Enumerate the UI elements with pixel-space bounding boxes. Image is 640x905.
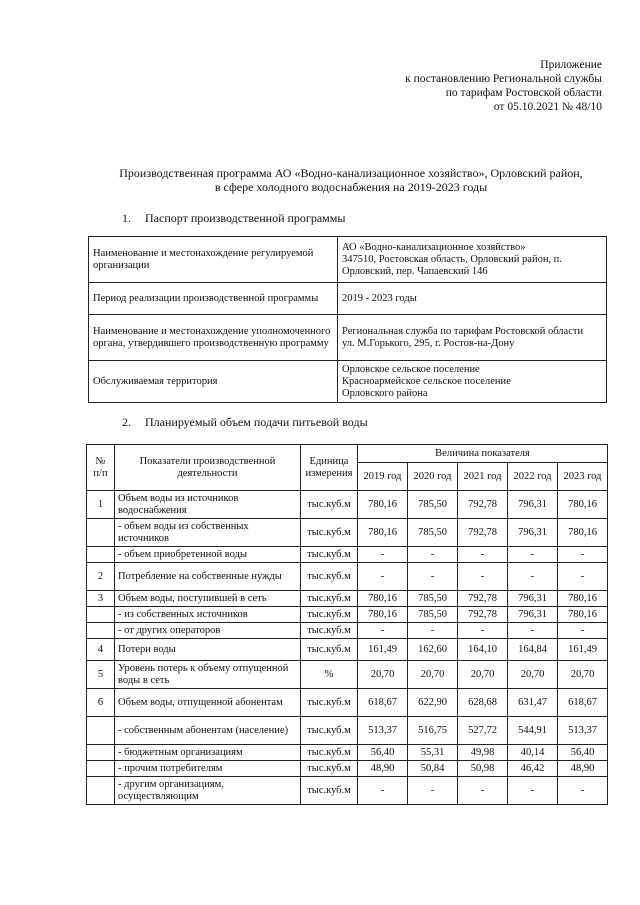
row-value: 56,40 [358, 745, 408, 761]
row-value: 780,16 [558, 491, 608, 519]
section-label: Планируемый объем подачи питьевой воды [145, 415, 368, 429]
table-row [87, 491, 608, 519]
row-indicator: Потери воды [115, 639, 301, 661]
row-value: 50,84 [408, 761, 458, 777]
row-unit: тыс.куб.м [301, 761, 358, 777]
row-unit: тыс.куб.м [301, 623, 358, 639]
row-value: - [508, 777, 558, 805]
row-value: 796,31 [508, 519, 558, 547]
passport-value [338, 361, 607, 403]
row-value: 48,90 [358, 761, 408, 777]
water-volume-table [86, 444, 608, 805]
row-indicator: - другим организациям, осуществляющим [115, 777, 301, 805]
row-value: 780,16 [358, 607, 408, 623]
table-row [87, 777, 608, 805]
row-indicator: - от других операторов [115, 623, 301, 639]
row-number [87, 607, 115, 623]
row-indicator: - объем воды из собственных источников [115, 519, 301, 547]
row-value: 161,49 [558, 639, 608, 661]
row-value: 785,50 [408, 607, 458, 623]
appendix-line: Приложение [540, 59, 602, 71]
row-value: 544,91 [508, 717, 558, 745]
row-value: - [408, 547, 458, 563]
passport-table [88, 236, 607, 403]
row-value: 792,78 [458, 591, 508, 607]
row-value: 785,50 [408, 591, 458, 607]
row-indicator: Потребление на собственные нужды [115, 563, 301, 591]
header-num: № п/п [87, 445, 115, 491]
row-number: 2 [87, 563, 115, 591]
row-indicator: Объем воды из источников водоснабжения [115, 491, 301, 519]
passport-label: Период реализации производственной программы [89, 283, 338, 315]
table-row [89, 283, 607, 315]
table-row [87, 563, 608, 591]
row-value: 796,31 [508, 491, 558, 519]
row-value: - [358, 623, 408, 639]
row-value: 513,37 [558, 717, 608, 745]
row-value: 164,84 [508, 639, 558, 661]
row-value: 46,42 [508, 761, 558, 777]
row-number [87, 745, 115, 761]
passport-value-line: Орловского района [342, 387, 428, 399]
row-value: 792,78 [458, 607, 508, 623]
header-value-group: Величина показателя [358, 445, 608, 463]
row-value: 50,98 [458, 761, 508, 777]
row-value: - [558, 777, 608, 805]
table-row [89, 315, 607, 361]
row-value: 785,50 [408, 491, 458, 519]
row-value: - [558, 623, 608, 639]
row-indicator: - прочим потребителям [115, 761, 301, 777]
row-indicator: - бюджетным организациям [115, 745, 301, 761]
row-value: - [358, 777, 408, 805]
row-unit: тыс.куб.м [301, 777, 358, 805]
row-value: 20,70 [458, 661, 508, 689]
row-value: - [408, 623, 458, 639]
row-unit: тыс.куб.м [301, 717, 358, 745]
table-row [89, 237, 607, 283]
row-value: 780,16 [358, 491, 408, 519]
table-row [87, 717, 608, 745]
row-value: 622,90 [408, 689, 458, 717]
row-unit: тыс.куб.м [301, 547, 358, 563]
table-row [87, 761, 608, 777]
title-line-2: в сфере холодного водоснабжения на 2019-2023 годы [214, 180, 488, 194]
row-value: - [508, 547, 558, 563]
row-value: - [458, 547, 508, 563]
row-value: 792,78 [458, 491, 508, 519]
header-year: 2021 год [458, 463, 508, 491]
table-row [87, 591, 608, 607]
row-value: - [358, 563, 408, 591]
row-value: 618,67 [358, 689, 408, 717]
row-value: 20,70 [558, 661, 608, 689]
row-number [87, 717, 115, 745]
passport-label: Обслуживаемая территория [89, 361, 338, 403]
row-value: 513,37 [358, 717, 408, 745]
table-row [89, 361, 607, 403]
table-row [87, 607, 608, 623]
row-value: 527,72 [458, 717, 508, 745]
row-value: 56,40 [558, 745, 608, 761]
row-value: 785,50 [408, 519, 458, 547]
passport-value [338, 315, 607, 361]
header-year: 2019 год [358, 463, 408, 491]
header-year: 2020 год [408, 463, 458, 491]
appendix-line: от 05.10.2021 № 48/10 [493, 101, 602, 113]
row-indicator: Объем воды, поступившей в сеть [115, 591, 301, 607]
row-number [87, 777, 115, 805]
row-value: 162,60 [408, 639, 458, 661]
passport-value-line: 347510, Ростовская область, Орловский район, п. [342, 253, 562, 265]
appendix-line: по тарифам Ростовской области [445, 87, 602, 99]
passport-value-line: Орловский, пер. Чапаевский 146 [342, 265, 488, 277]
row-value: 792,78 [458, 519, 508, 547]
row-value: 631,47 [508, 689, 558, 717]
row-value: - [458, 777, 508, 805]
table-header-row [87, 445, 608, 463]
title-line-1: Производственная программа АО «Водно-канализационное хозяйство», Орловский район, [119, 166, 583, 180]
section-heading-volume [122, 415, 368, 429]
row-number: 4 [87, 639, 115, 661]
row-value: 20,70 [358, 661, 408, 689]
row-value: 780,16 [558, 519, 608, 547]
row-value: - [358, 547, 408, 563]
row-unit: тыс.куб.м [301, 491, 358, 519]
passport-value-line: ул. М.Горького, 295, г. Ростов-на-Дону [342, 337, 515, 349]
row-unit: тыс.куб.м [301, 639, 358, 661]
row-number: 3 [87, 591, 115, 607]
row-value: 780,16 [558, 607, 608, 623]
row-indicator: Уровень потерь к объему отпущенной воды в сеть [115, 661, 301, 689]
header-year: 2022 год [508, 463, 558, 491]
table-row [87, 519, 608, 547]
row-indicator: Объем воды, отпущенной абонентам [115, 689, 301, 717]
section-number: 1. [122, 211, 131, 225]
row-number [87, 547, 115, 563]
row-indicator: - из собственных источников [115, 607, 301, 623]
section-number: 2. [122, 415, 131, 429]
row-number [87, 623, 115, 639]
row-value: 161,49 [358, 639, 408, 661]
passport-value-line: Красноармейское сельское поселение [342, 375, 511, 387]
row-value: - [508, 623, 558, 639]
table-row [87, 547, 608, 563]
appendix-header [302, 58, 602, 114]
row-value: - [508, 563, 558, 591]
passport-value [338, 283, 607, 315]
row-value: 55,31 [408, 745, 458, 761]
row-number: 1 [87, 491, 115, 519]
passport-value-line: АО «Водно-канализационное хозяйство» [342, 241, 526, 253]
table-row [87, 661, 608, 689]
row-unit: тыс.куб.м [301, 607, 358, 623]
row-value: 49,98 [458, 745, 508, 761]
row-value: 780,16 [358, 591, 408, 607]
row-unit: тыс.куб.м [301, 689, 358, 717]
passport-value [338, 237, 607, 283]
row-value: - [458, 563, 508, 591]
row-value: 20,70 [408, 661, 458, 689]
section-heading-passport [122, 211, 345, 225]
row-value: - [558, 547, 608, 563]
header-indicator: Показатели производственной деятельности [115, 445, 301, 491]
passport-label: Наименование и местонахождение регулируемой организации [89, 237, 338, 283]
row-unit: тыс.куб.м [301, 745, 358, 761]
appendix-line: к постановлению Региональной службы [405, 73, 602, 85]
row-number: 5 [87, 661, 115, 689]
document-title [86, 166, 616, 194]
row-value: - [558, 563, 608, 591]
table-row [87, 639, 608, 661]
row-value: 516,75 [408, 717, 458, 745]
row-value: - [408, 777, 458, 805]
section-label: Паспорт производственной программы [145, 211, 346, 225]
row-unit: % [301, 661, 358, 689]
row-value: 628,68 [458, 689, 508, 717]
table-row [87, 689, 608, 717]
row-value: 796,31 [508, 607, 558, 623]
row-value: 780,16 [558, 591, 608, 607]
passport-value-line: Региональная служба по тарифам Ростовской области [342, 325, 584, 337]
row-unit: тыс.куб.м [301, 591, 358, 607]
row-indicator: - объем приобретенной воды [115, 547, 301, 563]
row-value: - [458, 623, 508, 639]
row-value: 780,16 [358, 519, 408, 547]
row-number [87, 519, 115, 547]
passport-label: Наименование и местонахождение уполномоченного органа, утвердившего производственную программу [89, 315, 338, 361]
row-value: 164,10 [458, 639, 508, 661]
table-row [87, 745, 608, 761]
header-unit: Единица измерения [301, 445, 358, 491]
row-value: - [408, 563, 458, 591]
table-row [87, 623, 608, 639]
row-value: 48,90 [558, 761, 608, 777]
passport-value-line: Орловское сельское поселение [342, 363, 480, 375]
row-value: 796,31 [508, 591, 558, 607]
header-year: 2023 год [558, 463, 608, 491]
row-value: 40,14 [508, 745, 558, 761]
row-unit: тыс.куб.м [301, 563, 358, 591]
row-unit: тыс.куб.м [301, 519, 358, 547]
row-indicator: - собственным абонентам (население) [115, 717, 301, 745]
row-number: 6 [87, 689, 115, 717]
row-value: 618,67 [558, 689, 608, 717]
passport-value-line: 2019 - 2023 годы [342, 292, 417, 304]
row-value: 20,70 [508, 661, 558, 689]
row-number [87, 761, 115, 777]
